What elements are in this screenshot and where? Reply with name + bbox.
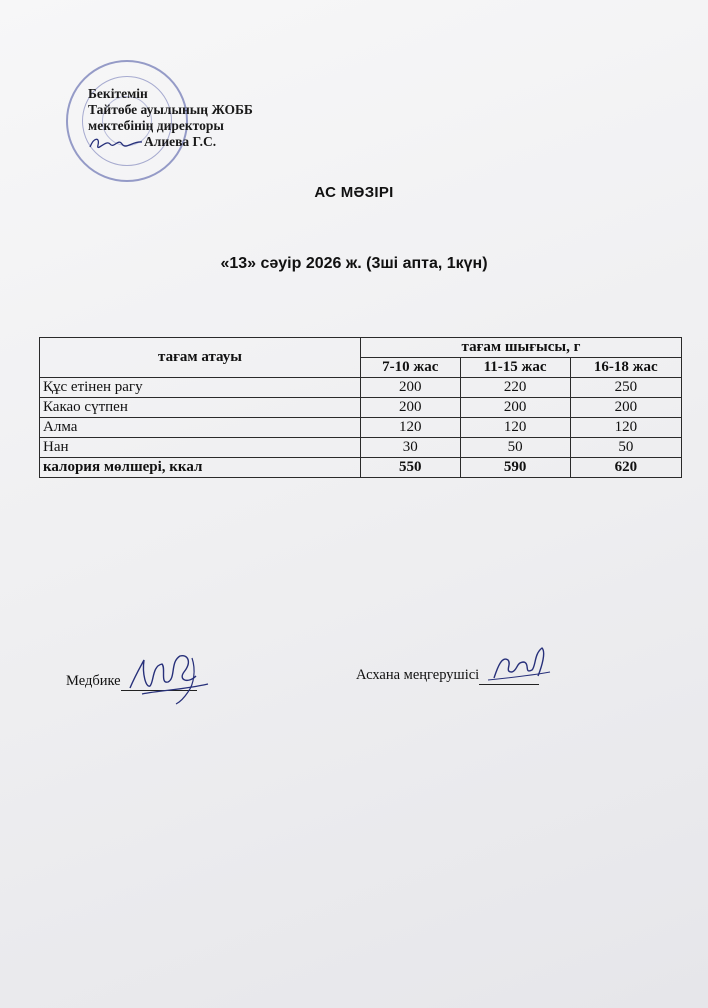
- dish-name: Алма: [40, 418, 361, 438]
- director-name: Алиева Г.С.: [144, 134, 217, 149]
- portion-value: 200: [361, 398, 461, 418]
- portion-value: 30: [361, 438, 461, 458]
- date-subtitle: «13» сәуір 2026 ж. (3ші апта, 1күн): [220, 255, 488, 272]
- approval-block: [88, 86, 253, 151]
- header-age-group: 11-15 жас: [460, 358, 570, 378]
- calorie-value: 620: [570, 458, 681, 478]
- approval-line-2: Тайтөбе ауылының ЖОББ: [88, 102, 253, 117]
- dish-name: Құс етінен рагу: [40, 378, 361, 398]
- portion-value: 120: [361, 418, 461, 438]
- header-dish-name: тағам атауы: [40, 338, 361, 378]
- portion-value: 120: [460, 418, 570, 438]
- portion-value: 250: [570, 378, 681, 398]
- portion-value: 50: [570, 438, 681, 458]
- table-row: [40, 378, 682, 398]
- canteen-signature: [484, 642, 554, 690]
- table-row: [40, 398, 682, 418]
- canteen-label: Асхана меңгерушісі: [356, 667, 480, 683]
- menu-table: [39, 337, 682, 478]
- portion-value: 220: [460, 378, 570, 398]
- nurse-label: Медбике: [66, 673, 121, 689]
- portion-value: 200: [570, 398, 681, 418]
- dish-name: Какао сүтпен: [40, 398, 361, 418]
- total-label: калория мөлшері, ккал: [40, 458, 361, 478]
- dish-name: Нан: [40, 438, 361, 458]
- table-row: [40, 438, 682, 458]
- calorie-value: 550: [361, 458, 461, 478]
- total-row: [40, 458, 682, 478]
- nurse-signature: [122, 644, 212, 706]
- page-title: АС МӘЗІРІ: [314, 184, 394, 201]
- header-age-group: 7-10 жас: [361, 358, 461, 378]
- header-age-group: 16-18 жас: [570, 358, 681, 378]
- director-signature: [88, 135, 144, 151]
- table-header-row: [40, 338, 682, 358]
- portion-value: 200: [460, 398, 570, 418]
- table-row: [40, 418, 682, 438]
- portion-value: 50: [460, 438, 570, 458]
- portion-value: 120: [570, 418, 681, 438]
- approval-line-1: Бекітемін: [88, 86, 148, 101]
- header-output: тағам шығысы, г: [361, 338, 682, 358]
- approval-line-3: мектебінің директоры: [88, 118, 224, 133]
- portion-value: 200: [361, 378, 461, 398]
- approval-line-4-wrap: [88, 134, 253, 151]
- calorie-value: 590: [460, 458, 570, 478]
